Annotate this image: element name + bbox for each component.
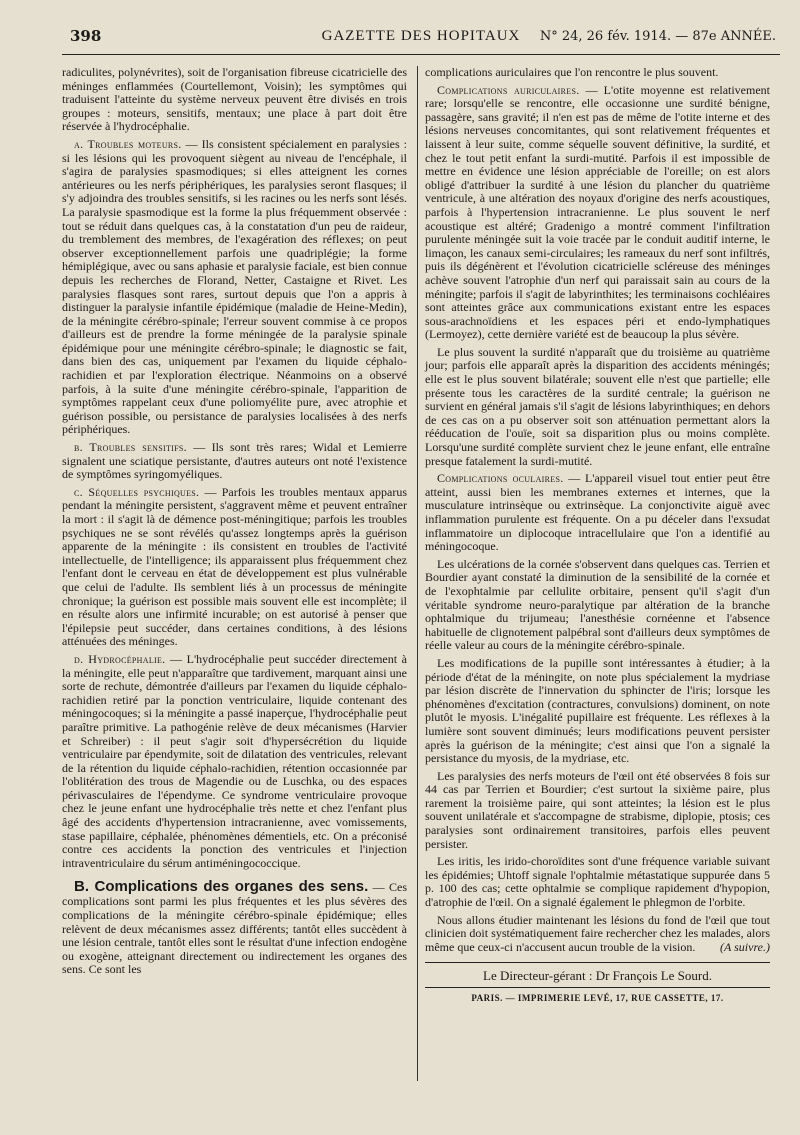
section-lead: b. Troubles sensitifs. — [74, 440, 187, 455]
paragraph-complications-auriculaires — [425, 84, 770, 342]
paragraph-hydrocephalie — [62, 653, 407, 871]
paragraph-complications-oculaires — [425, 472, 770, 554]
printer-line: PARIS. — IMPRIMERIE LEVÉ, 17, RUE CASSETTE, 17. — [471, 993, 724, 1003]
section-lead: a. Troubles moteurs. — [74, 136, 182, 151]
paragraph-organes-des-sens — [62, 878, 407, 977]
journal-title: GAZETTE DES HOPITAUX — [321, 28, 521, 44]
section-text: — L'hydrocéphalie peut succéder directement à la méningite, elle peut n'apparaître que tardivement, marquant ainsi une sorte de rechute, démontrée d'ailleurs par l'examen du liquide céphalo-rachidien retiré par la ponction ventriculaire, liquide contenant des méningocoques; si la méningite a passé inaperçue, l'hydrocéphalie peut paraître primitive. La pathogénie relève de deux mécanismes (Harvier et Schreiber) : il peut s'agir soit d'hypersécrétion du liquide ventriculaire par épendymite, soit de dilatation des ventricules, relevant de la rétention du liquide céphalo-rachidien, rétention occasionnée par l'oblitération des trous de Magendie ou de Luschka, ou des espaces périvasculaires de l'épendyme. Ce syndrome ventriculaire provoque chez le jeune enfant une hydrocéphalie très nette et chez l'enfant plus âgé des accidents d'hypertension intracranienne, avec vomissements, stase papillaire, céphalée, phénomènes démentiels, etc. On a préconisé contre ces accidents la ponction des ventricules et l'injection intraventriculaire du sérum antiméningococcique. — [62, 651, 407, 870]
signature-bottom-rule — [425, 987, 770, 988]
paragraph-continuation: complications auriculaires que l'on rencontre le plus souvent. — [425, 65, 719, 79]
section-text: — Ils consistent spécialement en paralysies : si les lésions qui les provoquent siègent au niveau de l'encéphale, il s'agira de paralysies spasmodiques; si elles atteignent les cornes antérieures ou les nerfs périphériques, les paralysies seront flasques; il s'y adjoindra des troubles sensitifs, si les racines ou les nerfs sont lésés. La paralysie spasmodique est la forme la plus fréquemment observée : tout se réduit dans quelques cas, à la constatation d'un peu de raideur, du tremblement des membres, de l'exagération des réflexes; on peut observer exceptionnellement parfois une quadriplégie; la forme hémiplégique, avec ou sans aphasie et paralysie faciale, est bien connue depuis les recherches de Florand, Netter, Castaigne et Rivet. Les paralysies flasques sont rares, surtout depuis que l'on a appris à distinguer la paralysie infantile épidémique (maladie de Heine-Medin), de la méningite cérébro-spinale; l'erreur souvent commise à ce propos d'ailleurs est de prendre la forme méningée de la paralysie spinale épidémique pour une méningite cérébro-spinale; le diagnostic se fait, dans bien des cas, uniquement par l'examen du liquide céphalo-rachidien et par l'exploration électrique. Néanmoins on a observé parfois, à la suite d'une méningite cérébro-spinale, l'apparition de symptômes rappelant ceux d'une poliomyélite pure, avec atrophie et guérison possible, ou persistance de paralysies localisées à des nerfs périphériques. — [62, 136, 407, 437]
paragraph-sequelles-psychiques — [62, 486, 407, 649]
paragraph-intro: radiculites, polynévrites), soit de l'organisation fibreuse cicatricielle des méninges enflammées (Courtellemont, Voisin); les symptômes qui traduisent l'atteinte du système nerveux peuvent être divisés en trois groupes : moteurs, sensitifs, mentaux; une place à part doit être réservée à l'hydrocéphalie. — [62, 65, 407, 134]
section-lead: c. Séquelles psychiques. — [74, 484, 200, 499]
page-header — [62, 24, 780, 54]
paragraph-surdite: Le plus souvent la surdité n'apparaît que du troisième au quatrième jour; parfois elle apparaît après la disparition des accidents méningés; elle est le plus souvent bilatérale; souvent elle n'est que partielle; elle présente tous les caractères de la surdité centrale; la guérison ne survient en général jamais s'il s'agit de lésions labyrinthiques; en dehors de ces cas on a pu observer soit son atténuation permettant alors la rééducation de l'ouïe, soit sa disparition plus ou moins complète. Lorsqu'une surdité complète survient chez le jeune enfant, elle entraîne presque fatalement la surdi-mutité. — [425, 344, 770, 468]
paragraph-troubles-sensitifs — [62, 441, 407, 482]
section-text: — Parfois les troubles mentaux apparus pendant la méningite persistent, s'aggravent même et peuvent entraîner la mort : il s'agit là de démence post-méningitique; parfois les troubles psychiques ne se sont révélés qu'assez longtemps après la guérison apparente de la méningite : ils consistent en troubles de l'activité intellectuelle, de l'intelligence; ils apparaissent plus fréquemment chez l'enfant dont le cerveau en état de développement est plus vulnérable que celui de l'adulte. Ils semblent liés à un processus de méningite chronique; la guérison est possible mais souvent elle est incomplète; il en résulte alors une infirmité incurable; on est autorisé à penser que l'épilepsie peut succéder, dans certaines conditions, à des lésions atténuées des méninges. — [62, 484, 407, 649]
to-be-continued: (A suivre.) — [720, 939, 770, 954]
signature-rule — [425, 962, 770, 963]
paragraph-cornee: Les ulcérations de la cornée s'observent dans quelques cas. Terrien et Bourdier ayant constaté la diminution de la sensibilité de la cornée et de l'exophtalmie par cellulite orbitaire, pensent qu'il s'agit d'un véritable syndrome neuro-paralytique par altération de la branche ophtalmique du trijumeau; l'anesthésie cornéenne et l'absence habituelle de clignotement palpébral sont d'ailleurs deux symptômes de réelle valeur au cours de la méningite cérébro-spinale. — [425, 556, 770, 653]
paragraph-paralysies-oculaires: Les paralysies des nerfs moteurs de l'œil ont été observées 8 fois sur 44 cas par Terrien et Bourdier; c'est surtout la sixième paire, plus rarement la troisième paire, qui sont atteintes; la lésion est le plus souvent unilatérale et s'accompagne de strabisme, diplopie, ptosis; ces paralysies sont ordinairement transitoires, parfois elles peuvent persister. — [425, 768, 770, 851]
section-lead: d. Hydrocéphalie. — [74, 651, 166, 666]
section-text: — Ils sont très rares; Widal et Lemierre signalent une sciatique persistante, d'autres auteurs ont noté l'existence de symptômes syringomyéliques. — [62, 440, 407, 482]
paragraph-troubles-moteurs — [62, 138, 407, 437]
left-column — [62, 66, 407, 981]
section-lead: Complications oculaires. — [437, 471, 564, 486]
column-separator — [417, 66, 418, 1081]
right-column — [425, 66, 770, 1006]
paragraph-fond-oeil — [425, 914, 770, 955]
page-number: 398 — [70, 27, 102, 45]
section-lead: Complications auriculaires. — [437, 82, 580, 97]
subsection-heading: B. Complications des organes des sens. — [74, 878, 369, 896]
section-text: — L'appareil visuel tout entier peut être atteint, aussi bien les membranes externes et internes, que la musculature intrinsèque ou extrinsèque. La conjonctivite aiguë avec inflammation purulente est fréquente. On a pu déceler dans l'exsudat inflammatoire un diplocoque intracellulaire que l'on a identifié au méningocoque. — [425, 471, 770, 554]
section-text: Nous allons étudier maintenant les lésions du fond de l'œil que tout clinicien doit systématiquement faire rechercher chez les malades, alors même que ceux-ci n'accusent aucun trouble de la vision. — [425, 912, 770, 954]
issue-info: N° 24, 26 fév. 1914. — 87e ANNÉE. — [539, 29, 776, 44]
paragraph-iritis: Les iritis, les irido-choroïdites sont d'une fréquence variable suivant les épidémies; Uhtoff signale l'ophtalmie métastatique suppurée dans 5 p. 100 des cas; cette ophtalmie se complique rapidement d'hypopion, d'atrophie de l'œil. On a signalé également le phlegmon de l'orbite. — [425, 854, 770, 910]
section-text: — L'otite moyenne est relativement rare; lorsqu'elle se rencontre, elle occasionne une surdité bénigne, passagère, sans gravité; il n'en est pas de même de l'otite interne et des lésions nerveuses concomitantes, qui sont relativement fréquentes et laissent à leur suite, comme séquelle souvent définitive, la surdité, et chez le tout petit enfant la surdi-mutité. Parfois il est impossible de mettre en évidence une lésion appréciable de l'oreille; on est alors obligé d'attribuer la surdité à une lésion du plancher du quatrième ventricule, à une altération des noyaux d'origine des nerfs acoustiques, parfois à l'hypertension intracranienne. Le plus souvent le nerf acoustique est altéré; Gradenigo a montré comment l'infiltration purulente méningée suit la voie tracée par le conduit auditif interne, le limaçon, les canaux semi-circulaires; les rameaux du nerf sont infiltrés, puis ils dégénèrent et l'évolution cicatricielle scléreuse des méninges achève souvent l'atrophie d'un nerf qui paraissait sain au cours de la méningite; parfois il s'agit de labyrinthites; les terminaisons cochléaires sont atteintes grâce aux communications existant entre les espaces sous-arachnoïdiens et les espaces péri et endo-lymphatiques (Lermoyez), cette dernière variété est de beaucoup la plus sévère. — [425, 82, 771, 342]
section-text: — Ces complications sont parmi les plus fréquentes et les plus sévères des complications de la méningite cérébro-spinale épidémique; elles relèvent de deux mécanismes assez différents; tantôt elles succèdent à une lésion centrale, tantôt elles sont le résultat d'une infection endogène ou exogène, atteignant directement ou indirectement les organes des sens. Ce sont les — [62, 880, 407, 977]
paragraph-pupille: Les modifications de la pupille sont intéressantes à étudier; à la période d'état de la méningite, on note plus spécialement la mydriase par lésion discrète de l'innervation du sphincter de l'iris; lorsque les phénomènes d'excitation (contractures, convulsions) dominent, on note plutôt le myosis. L'inégalité pupillaire est fréquente. Les réflexes à la lumière sont souvent diminués; leurs modifications peuvent persister après la guérison de la méningite; c'est ainsi que l'on a signalé la persistance du myosis, de la mydriase, etc. — [425, 655, 770, 766]
director-signature: Le Directeur-gérant : Dr François Le Sourd. — [483, 968, 712, 984]
header-rule — [62, 54, 780, 55]
